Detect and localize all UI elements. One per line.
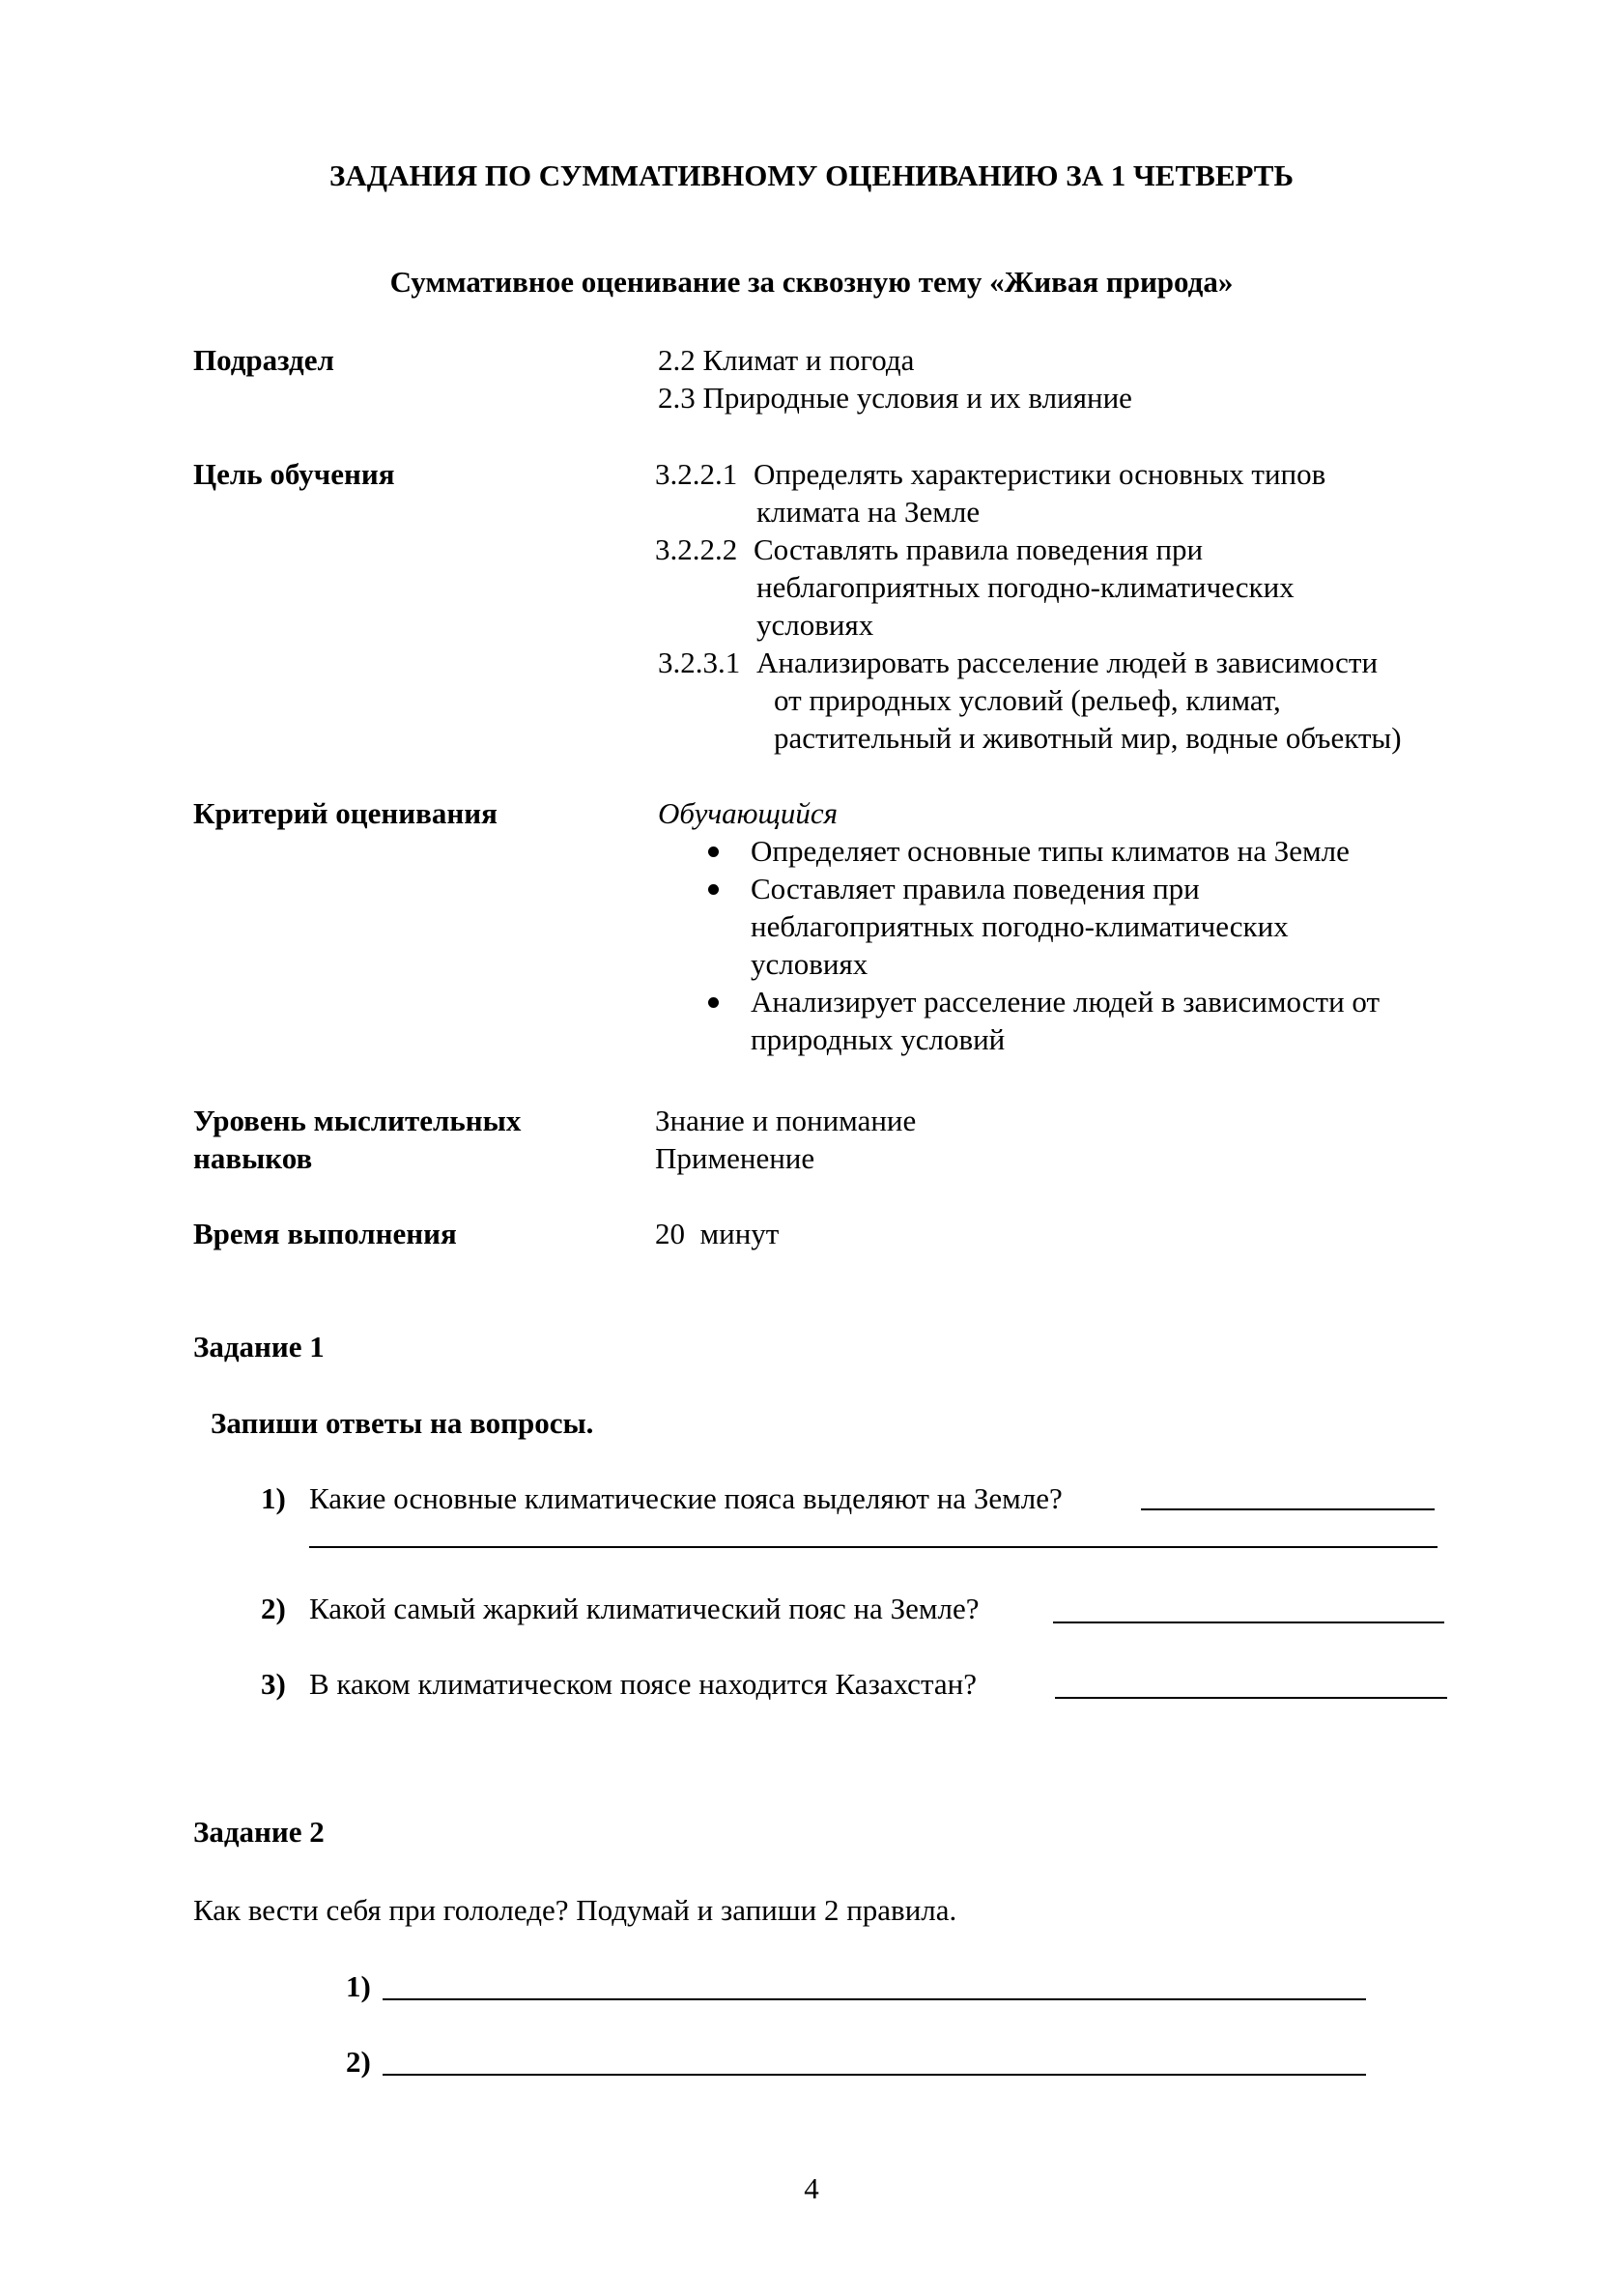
duration-value: 20 минут <box>655 1217 780 1250</box>
task1-q1-answer-line-1[interactable] <box>1141 1508 1435 1510</box>
learning-goal-text-3a: Анализировать расселение людей в зависимости <box>756 646 1379 679</box>
task1-q3-answer-line[interactable] <box>1055 1697 1447 1699</box>
task1-q3-text: В каком климатическом поясе находится Казахстан? <box>309 1667 977 1701</box>
subsection-value-2: 2.3 Природные условия и их влияние <box>658 381 1132 415</box>
learning-goal-text-3b: от природных условий (рельеф, климат, <box>774 683 1281 717</box>
learning-goal-text-1a: Определять характеристики основных типов <box>754 457 1326 491</box>
task2-heading: Задание 2 <box>193 1815 325 1849</box>
task2-instruction: Как вести себя при гололеде? Подумай и запиши 2 правила. <box>193 1893 957 1927</box>
task1-instruction: Запиши ответы на вопросы. <box>211 1406 594 1440</box>
bullet-icon <box>708 847 719 857</box>
bullet-icon <box>708 884 719 895</box>
page-number: 4 <box>804 2171 819 2205</box>
criteria-bullet-2b: неблагоприятных погодно-климатических <box>751 909 1289 943</box>
assessment-criteria-intro: Обучающийся <box>658 796 839 830</box>
subsection-value-1: 2.2 Климат и погода <box>658 343 915 377</box>
task2-answer1-number: 1) <box>346 1969 371 2003</box>
learning-goal-label: Цель обучения <box>193 457 395 491</box>
thinking-level-label-1: Уровень мыслительных <box>193 1104 522 1137</box>
task1-q2-answer-line[interactable] <box>1053 1622 1444 1623</box>
thinking-level-label-2: навыков <box>193 1141 313 1175</box>
learning-goal-code-1: 3.2.2.1 <box>655 457 738 491</box>
task1-q1-text: Какие основные климатические пояса выделяют на Земле? <box>309 1481 1063 1515</box>
learning-goal-text-2b: неблагоприятных погодно-климатических <box>756 570 1295 604</box>
criteria-bullet-1: Определяет основные типы климатов на Земле <box>751 834 1350 868</box>
learning-goal-text-2a: Составлять правила поведения при <box>754 532 1204 566</box>
criteria-bullet-3b: природных условий <box>751 1022 1006 1056</box>
task2-answer1-line[interactable] <box>383 1998 1366 2000</box>
bullet-icon <box>708 997 719 1008</box>
learning-goal-text-3c: растительный и животный мир, водные объекты) <box>774 721 1402 755</box>
learning-goal-code-3: 3.2.3.1 <box>658 646 741 679</box>
task1-q2-number: 2) <box>261 1592 286 1625</box>
subsection-label: Подраздел <box>193 343 334 377</box>
thinking-level-value-2: Применение <box>655 1141 815 1175</box>
task1-q3-number: 3) <box>261 1667 286 1701</box>
document-subtitle: Суммативное оценивание за сквозную тему «Живая природа» <box>389 265 1234 299</box>
learning-goal-text-1b: климата на Земле <box>756 495 981 529</box>
duration-label: Время выполнения <box>193 1217 457 1250</box>
task1-q2-text: Какой самый жаркий климатический пояс на Земле? <box>309 1592 980 1625</box>
task1-q1-number: 1) <box>261 1481 286 1515</box>
task2-answer2-number: 2) <box>346 2045 371 2079</box>
learning-goal-code-2: 3.2.2.2 <box>655 532 738 566</box>
criteria-bullet-3a: Анализирует расселение людей в зависимости от <box>751 985 1381 1019</box>
task2-answer2-line[interactable] <box>383 2074 1366 2076</box>
assessment-criteria-label: Критерий оценивания <box>193 796 498 830</box>
criteria-bullet-2c: условиях <box>751 947 868 981</box>
thinking-level-value-1: Знание и понимание <box>655 1104 917 1137</box>
learning-goal-text-2c: условиях <box>756 608 874 642</box>
task1-heading: Задание 1 <box>193 1330 325 1363</box>
document-title: ЗАДАНИЯ ПО СУММАТИВНОМУ ОЦЕНИВАНИЮ ЗА 1 ЧЕТВЕРТЬ <box>329 158 1294 192</box>
criteria-bullet-2a: Составляет правила поведения при <box>751 872 1200 905</box>
task1-q1-answer-line-2[interactable] <box>309 1546 1438 1548</box>
